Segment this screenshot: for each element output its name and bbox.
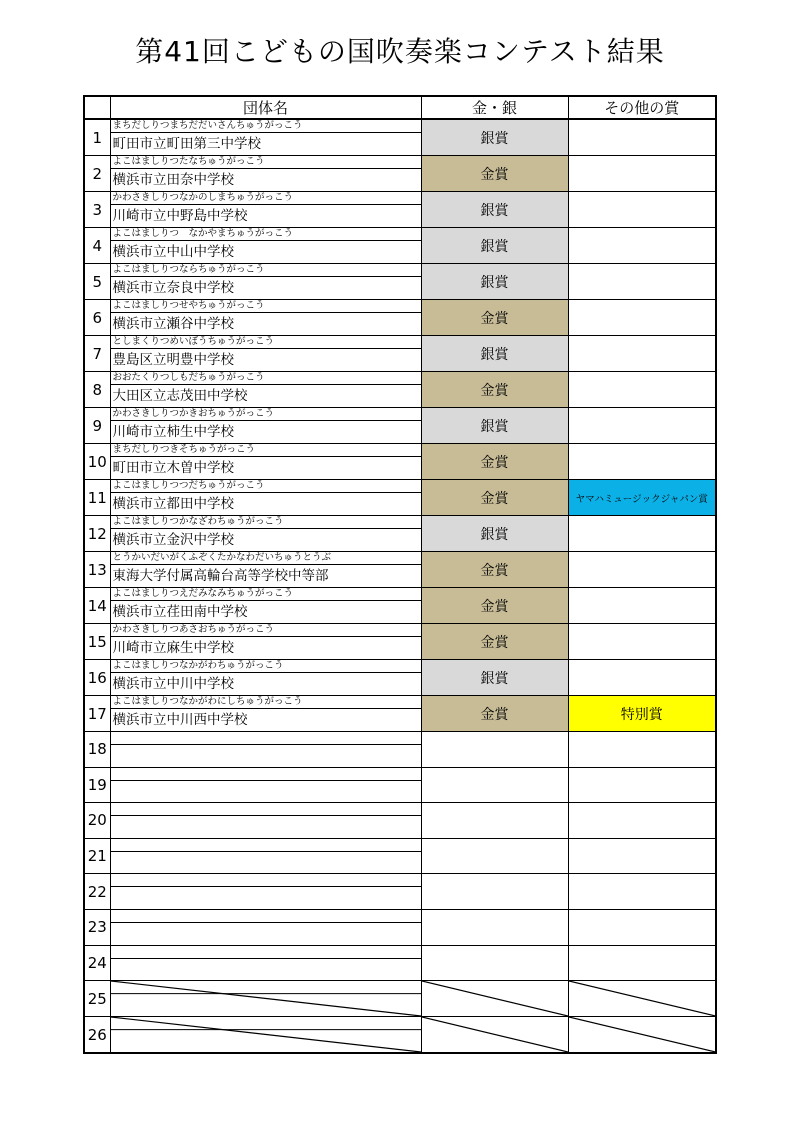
entry-number: 5 bbox=[84, 264, 110, 300]
group-name-cell bbox=[110, 588, 421, 624]
furigana-reading: おおたくりつしもだちゅうがっこう bbox=[111, 372, 421, 385]
entry-number: 11 bbox=[84, 480, 110, 516]
entry-number: 26 bbox=[84, 1017, 110, 1054]
furigana-reading: よこはましりつなかがわにしちゅうがっこう bbox=[111, 696, 421, 709]
table-row bbox=[84, 228, 716, 264]
entry-number: 10 bbox=[84, 444, 110, 480]
school-name: 横浜市立都田中学校 bbox=[112, 496, 234, 512]
school-name: 横浜市立中川西中学校 bbox=[112, 712, 248, 728]
group-name-cell bbox=[110, 981, 421, 1017]
group-name-cell bbox=[110, 264, 421, 300]
group-name-cell bbox=[110, 480, 421, 516]
diagonal-line bbox=[569, 1017, 716, 1052]
entry-number: 25 bbox=[84, 981, 110, 1017]
other-award-cell bbox=[568, 516, 716, 552]
group-name-cell bbox=[110, 1017, 421, 1054]
entry-number: 7 bbox=[84, 336, 110, 372]
other-award-cell bbox=[568, 803, 716, 839]
award-cell: 金賞 bbox=[421, 588, 568, 624]
award-cell bbox=[421, 803, 568, 839]
furigana-reading: よこはましりつならちゅうがっこう bbox=[111, 264, 421, 277]
other-award-cell bbox=[568, 732, 716, 768]
furigana-reading: よこはましりつせやちゅうがっこう bbox=[111, 300, 421, 313]
award-cell bbox=[421, 909, 568, 945]
group-name-cell bbox=[110, 660, 421, 696]
strikethrough bbox=[422, 981, 568, 1016]
group-name-cell bbox=[110, 732, 421, 768]
award-cell: 金賞 bbox=[421, 300, 568, 336]
furigana-reading: よこはましりつ なかやまちゅうがっこう bbox=[111, 228, 421, 241]
group-name-cell bbox=[110, 444, 421, 480]
school-name: 大田区立志茂田中学校 bbox=[112, 388, 248, 404]
entry-number: 14 bbox=[84, 588, 110, 624]
empty-row bbox=[84, 838, 716, 874]
entry-number: 15 bbox=[84, 624, 110, 660]
strikethrough bbox=[111, 981, 421, 1016]
other-award-cell bbox=[568, 624, 716, 660]
award-cell bbox=[421, 1017, 568, 1054]
award-cell bbox=[421, 732, 568, 768]
entry-number: 19 bbox=[84, 767, 110, 803]
school-name: 横浜市立中川中学校 bbox=[112, 676, 234, 692]
school-name: 川崎市立麻生中学校 bbox=[112, 640, 234, 656]
entry-number: 9 bbox=[84, 408, 110, 444]
table-row bbox=[84, 552, 716, 588]
group-name-cell bbox=[110, 696, 421, 732]
table-row bbox=[84, 624, 716, 660]
entry-number: 3 bbox=[84, 192, 110, 228]
other-award-cell bbox=[568, 372, 716, 408]
award-cell bbox=[421, 838, 568, 874]
diagonal-line bbox=[569, 981, 716, 1016]
other-award-cell bbox=[568, 588, 716, 624]
other-award-cell bbox=[568, 874, 716, 910]
furigana-line bbox=[111, 874, 421, 887]
header-group-name: 団体名 bbox=[110, 96, 421, 119]
entry-number: 4 bbox=[84, 228, 110, 264]
table-row bbox=[84, 480, 716, 516]
other-award-cell bbox=[568, 228, 716, 264]
furigana-reading: よこはましりつなかがわちゅうがっこう bbox=[111, 660, 421, 673]
school-name: 町田市立木曽中学校 bbox=[112, 460, 234, 476]
entry-number: 8 bbox=[84, 372, 110, 408]
award-cell: 銀賞 bbox=[421, 264, 568, 300]
furigana-line bbox=[111, 910, 421, 923]
group-name-cell bbox=[110, 300, 421, 336]
diagonal-line bbox=[111, 1017, 421, 1052]
diagonal-line bbox=[111, 981, 421, 1016]
other-award-cell bbox=[568, 119, 716, 156]
group-name-cell bbox=[110, 803, 421, 839]
school-name: 川崎市立柿生中学校 bbox=[112, 424, 234, 440]
school-name: 町田市立町田第三中学校 bbox=[112, 136, 261, 152]
school-name: 横浜市立荏田南中学校 bbox=[112, 604, 248, 620]
entry-number: 21 bbox=[84, 838, 110, 874]
strikethrough bbox=[422, 1017, 568, 1052]
page-title: 第41回こどもの国吹奏楽コンテスト結果 bbox=[135, 35, 665, 68]
other-award-cell: 特別賞 bbox=[568, 696, 716, 732]
furigana-reading: よこはましりつえだみなみちゅうがっこう bbox=[111, 588, 421, 601]
award-cell bbox=[421, 981, 568, 1017]
group-name-cell bbox=[110, 838, 421, 874]
school-name: 横浜市立奈良中学校 bbox=[112, 280, 234, 296]
furigana-line bbox=[111, 946, 421, 959]
other-award-cell bbox=[568, 192, 716, 228]
other-award-cell bbox=[568, 945, 716, 981]
group-name-cell bbox=[110, 156, 421, 192]
group-name-cell bbox=[110, 624, 421, 660]
award-cell: 銀賞 bbox=[421, 516, 568, 552]
strikethrough bbox=[111, 1017, 421, 1052]
school-name: 横浜市立金沢中学校 bbox=[112, 532, 234, 548]
results-body bbox=[84, 119, 716, 1053]
group-name-cell bbox=[110, 516, 421, 552]
furigana-reading: よこはましりつつだちゅうがっこう bbox=[111, 480, 421, 493]
award-cell: 銀賞 bbox=[421, 408, 568, 444]
empty-row bbox=[84, 909, 716, 945]
award-cell: 金賞 bbox=[421, 444, 568, 480]
group-name-cell bbox=[110, 874, 421, 910]
table-row bbox=[84, 516, 716, 552]
entry-number: 20 bbox=[84, 803, 110, 839]
crossed-row bbox=[84, 981, 716, 1017]
furigana-reading: かわさきしりつあさおちゅうがっこう bbox=[111, 624, 421, 637]
strikethrough bbox=[569, 981, 716, 1016]
entry-number: 2 bbox=[84, 156, 110, 192]
other-award-cell bbox=[568, 300, 716, 336]
other-award-cell bbox=[568, 838, 716, 874]
table-row bbox=[84, 696, 716, 732]
school-name: 横浜市立瀬谷中学校 bbox=[112, 316, 234, 332]
award-cell: 金賞 bbox=[421, 372, 568, 408]
table-row bbox=[84, 300, 716, 336]
table-row bbox=[84, 192, 716, 228]
other-award-cell bbox=[568, 552, 716, 588]
other-award-cell bbox=[568, 1017, 716, 1054]
furigana-reading: かわさきしりつかきおちゅうがっこう bbox=[111, 408, 421, 421]
award-cell bbox=[421, 945, 568, 981]
other-award-cell bbox=[568, 981, 716, 1017]
school-name: 東海大学付属高輪台高等学校中等部 bbox=[112, 568, 329, 584]
entry-number: 16 bbox=[84, 660, 110, 696]
furigana-line bbox=[111, 803, 421, 816]
award-cell bbox=[421, 874, 568, 910]
school-name: 川崎市立中野島中学校 bbox=[112, 208, 248, 224]
school-name: 横浜市立中山中学校 bbox=[112, 244, 234, 260]
award-cell: 金賞 bbox=[421, 552, 568, 588]
table-row bbox=[84, 372, 716, 408]
group-name-cell bbox=[110, 767, 421, 803]
group-name-cell bbox=[110, 408, 421, 444]
furigana-line bbox=[111, 732, 421, 745]
award-cell: 金賞 bbox=[421, 696, 568, 732]
group-name-cell bbox=[110, 909, 421, 945]
award-cell: 金賞 bbox=[421, 480, 568, 516]
results-table bbox=[83, 95, 717, 1054]
strikethrough bbox=[569, 1017, 716, 1052]
empty-row bbox=[84, 767, 716, 803]
empty-row bbox=[84, 803, 716, 839]
entry-number: 22 bbox=[84, 874, 110, 910]
school-name: 横浜市立田奈中学校 bbox=[112, 172, 234, 188]
empty-row bbox=[84, 945, 716, 981]
award-cell bbox=[421, 767, 568, 803]
award-cell: 銀賞 bbox=[421, 192, 568, 228]
furigana-reading: としまくりつめいぼうちゅうがっこう bbox=[111, 336, 421, 349]
school-name: 豊島区立明豊中学校 bbox=[112, 352, 234, 368]
award-cell: 銀賞 bbox=[421, 660, 568, 696]
crossed-row bbox=[84, 1017, 716, 1054]
award-cell: 金賞 bbox=[421, 156, 568, 192]
header-award: 金・銀 bbox=[421, 96, 568, 119]
entry-number: 23 bbox=[84, 909, 110, 945]
table-row bbox=[84, 588, 716, 624]
table-row bbox=[84, 156, 716, 192]
entry-number: 13 bbox=[84, 552, 110, 588]
header-number bbox=[84, 96, 110, 119]
table-row bbox=[84, 408, 716, 444]
award-cell: 銀賞 bbox=[421, 228, 568, 264]
diagonal-line bbox=[422, 1017, 568, 1052]
furigana-reading: まちだしりつまちだだいさんちゅうがっこう bbox=[111, 120, 421, 133]
table-row bbox=[84, 660, 716, 696]
other-award-cell bbox=[568, 408, 716, 444]
group-name-cell bbox=[110, 192, 421, 228]
entry-number: 18 bbox=[84, 732, 110, 768]
other-award-cell bbox=[568, 336, 716, 372]
other-award-cell bbox=[568, 909, 716, 945]
group-name-cell bbox=[110, 336, 421, 372]
table-row bbox=[84, 444, 716, 480]
group-name-cell bbox=[110, 945, 421, 981]
header-other-award: その他の賞 bbox=[568, 96, 716, 119]
entry-number: 12 bbox=[84, 516, 110, 552]
table-row bbox=[84, 264, 716, 300]
other-award-cell bbox=[568, 156, 716, 192]
furigana-line bbox=[111, 839, 421, 852]
diagonal-line bbox=[422, 981, 568, 1016]
entry-number: 6 bbox=[84, 300, 110, 336]
other-award-cell bbox=[568, 660, 716, 696]
entry-number: 24 bbox=[84, 945, 110, 981]
award-cell: 金賞 bbox=[421, 624, 568, 660]
table-row bbox=[84, 119, 716, 156]
group-name-cell bbox=[110, 552, 421, 588]
other-award-cell: ヤマハミュージックジャパン賞 bbox=[568, 480, 716, 516]
furigana-reading: とうかいだいがくふぞくたかなわだいちゅうとうぶ bbox=[111, 552, 421, 565]
furigana-reading: よこはましりつかなざわちゅうがっこう bbox=[111, 516, 421, 529]
furigana-reading: よこはましりつたなちゅうがっこう bbox=[111, 156, 421, 169]
group-name-cell bbox=[110, 228, 421, 264]
group-name-cell bbox=[110, 372, 421, 408]
other-award-cell bbox=[568, 444, 716, 480]
furigana-reading: かわさきしりつなかのしまちゅうがっこう bbox=[111, 192, 421, 205]
group-name-cell bbox=[110, 119, 421, 156]
empty-row bbox=[84, 874, 716, 910]
other-award-cell bbox=[568, 767, 716, 803]
other-award-cell bbox=[568, 264, 716, 300]
award-cell: 銀賞 bbox=[421, 336, 568, 372]
empty-row bbox=[84, 732, 716, 768]
furigana-reading: まちだしりつきそちゅうがっこう bbox=[111, 444, 421, 457]
furigana-line bbox=[111, 768, 421, 781]
entry-number: 1 bbox=[84, 119, 110, 156]
table-row bbox=[84, 336, 716, 372]
award-cell: 銀賞 bbox=[421, 119, 568, 156]
entry-number: 17 bbox=[84, 696, 110, 732]
header-row bbox=[84, 96, 716, 119]
